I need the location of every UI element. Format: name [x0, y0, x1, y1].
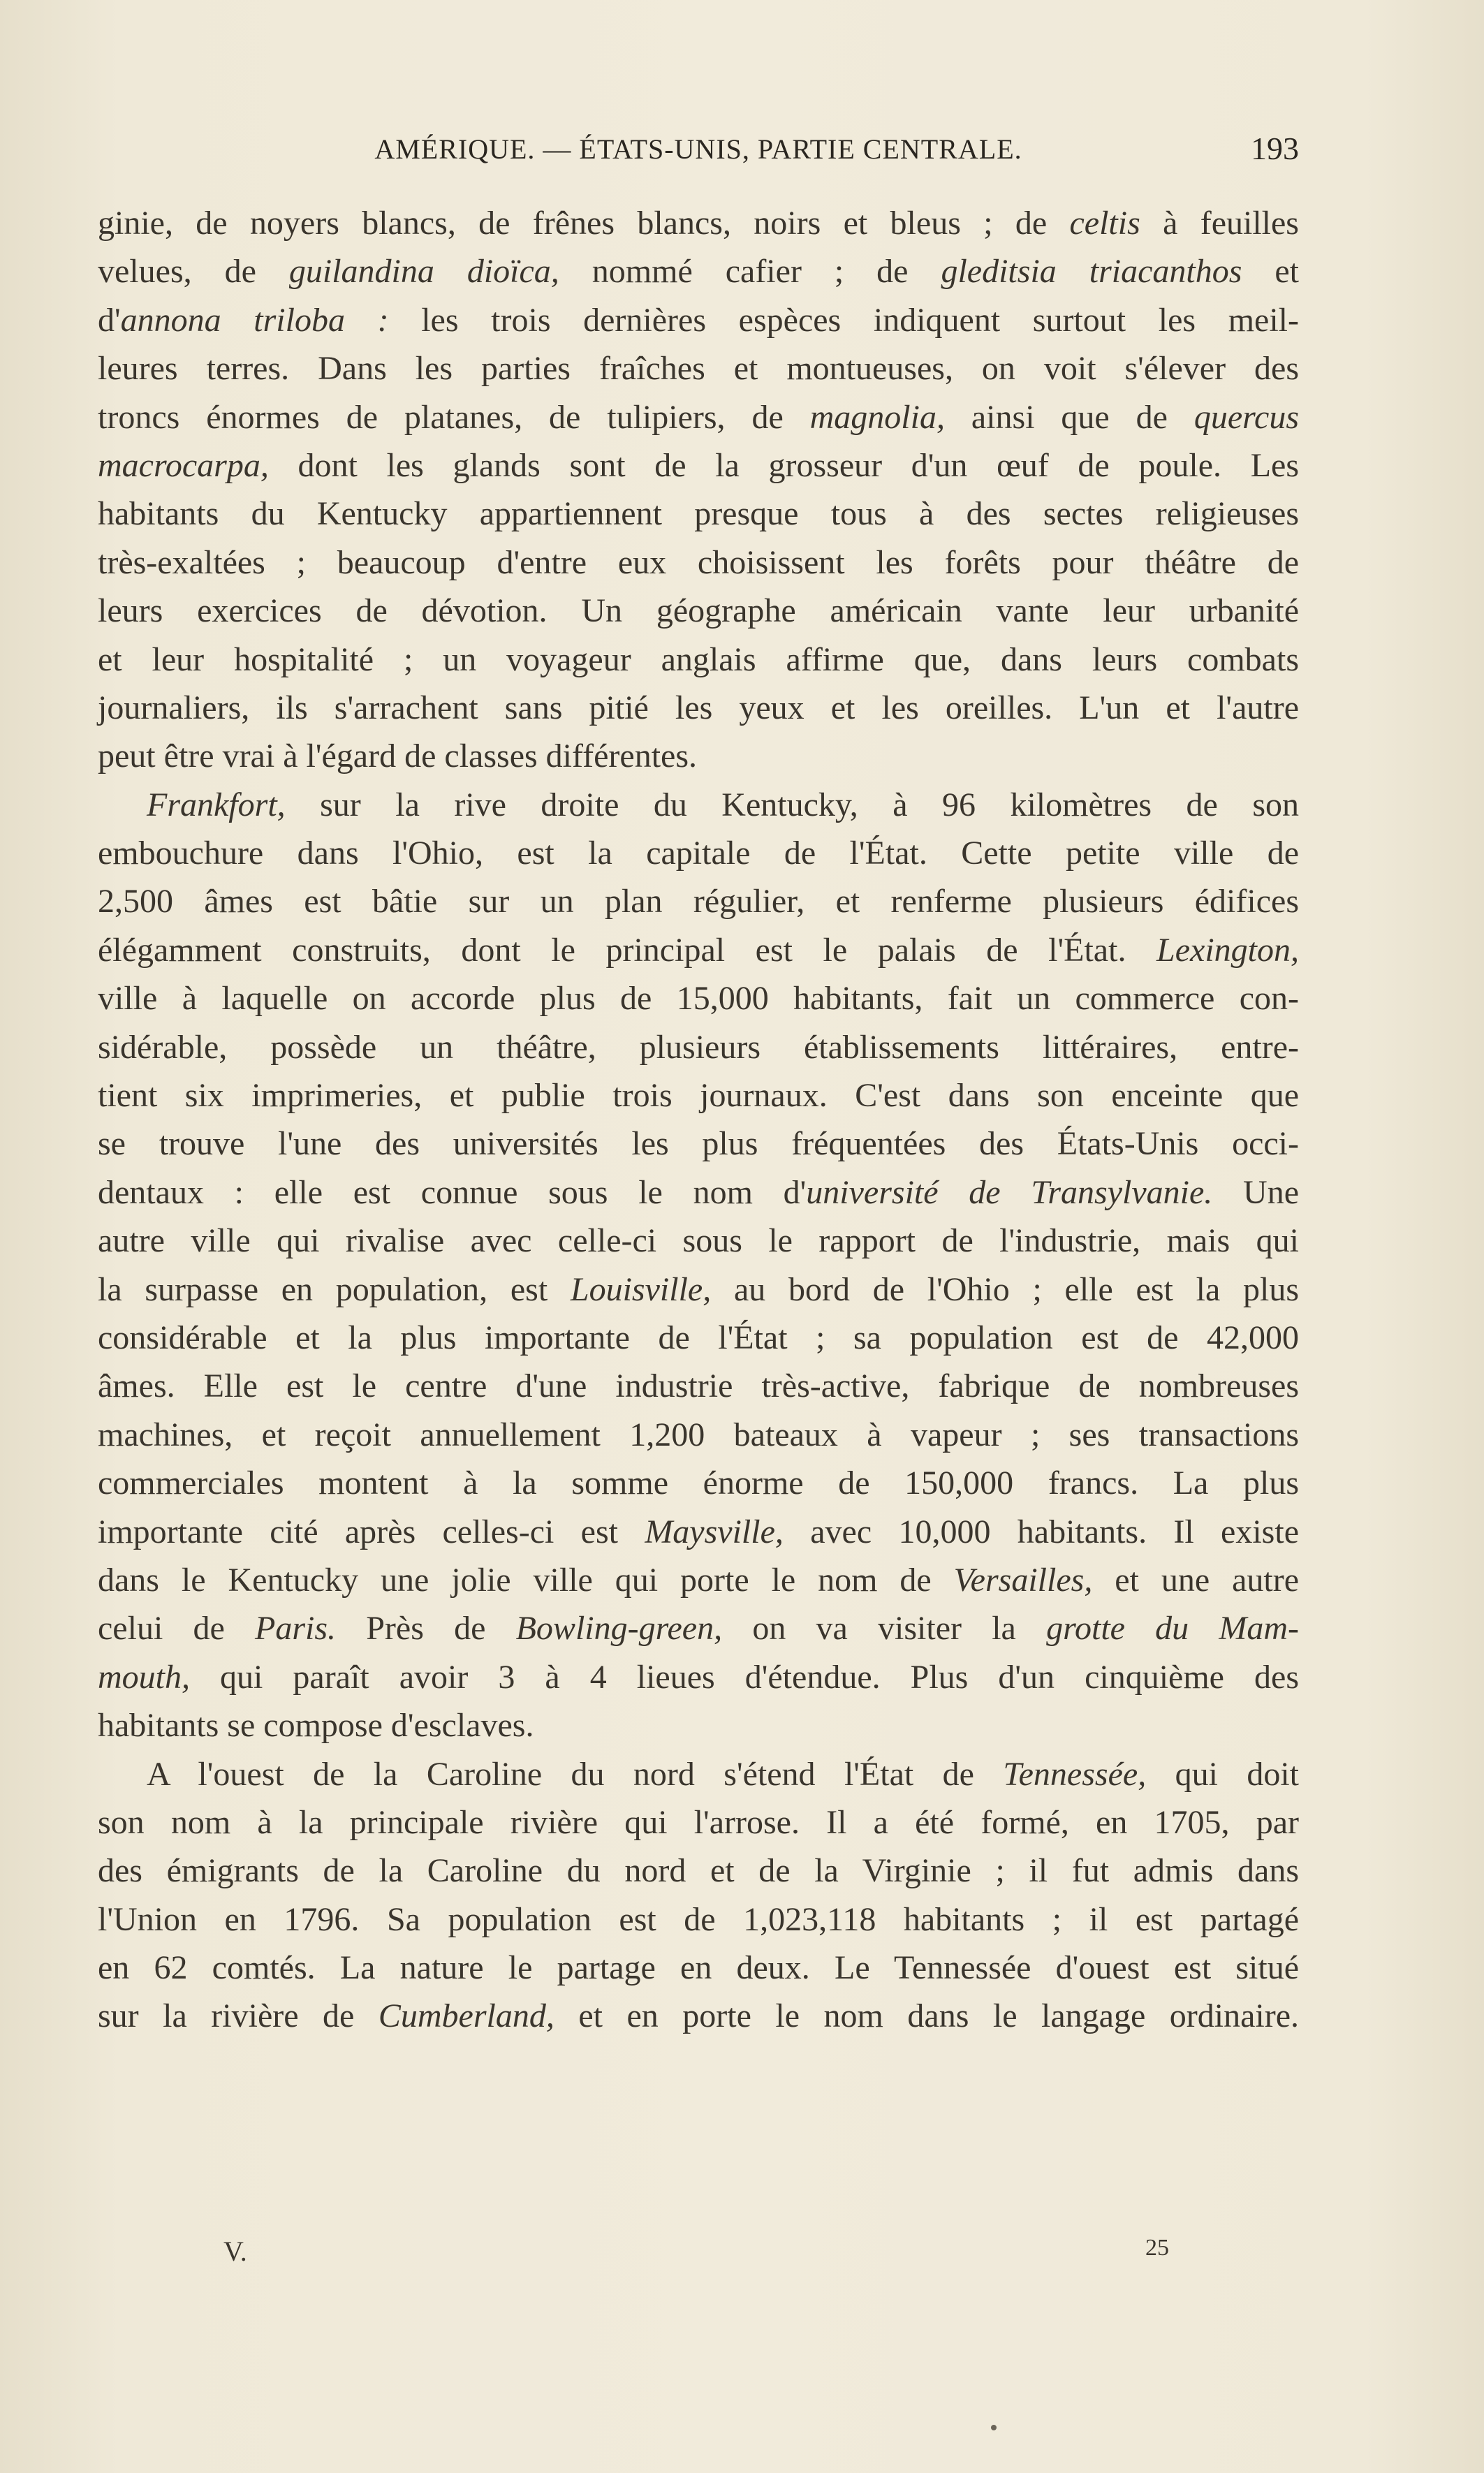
italic-term: annona triloba :: [120, 301, 389, 339]
text-line: [98, 490, 1299, 538]
italic-term: Cumberland,: [378, 1997, 554, 2035]
text-run: leurs exercices de dévotion. Un géographe américain vante leur urbanité: [98, 592, 1299, 630]
italic-term: quercus: [1193, 398, 1299, 436]
text-line: [98, 1798, 1299, 1847]
text-run: se trouve l'une des universités les plus fréquentées des États-Unis occi-: [98, 1125, 1299, 1163]
italic-term: gleditsia triacanthos: [941, 253, 1242, 291]
italic-term: Louisville,: [570, 1270, 712, 1308]
text-run: 2,500 âmes est bâtie sur un plan régulier, et renferme plusieurs édifices: [98, 883, 1299, 920]
text-run: A l'ouest de la Caroline du nord s'étend l'État de: [147, 1755, 1004, 1793]
text-run: la surpasse en population, est: [98, 1270, 571, 1308]
text-run: dentaux : elle est connue sous le nom d': [98, 1173, 807, 1211]
text-run: machines, et reçoit annuellement 1,200 bateaux à vapeur ; ses transactions: [98, 1416, 1299, 1453]
italic-term: Maysville,: [645, 1513, 784, 1550]
signature-mark: V.: [223, 2236, 247, 2267]
text-run: sidérable, possède un théâtre, plusieurs établissements littéraires, entre-: [98, 1028, 1299, 1066]
text-line: [98, 1217, 1299, 1265]
text-run: en 62 comtés. La nature le partage en deux. Le Tennessée d'ouest est situé: [98, 1949, 1299, 1987]
italic-term: mouth,: [98, 1658, 190, 1696]
text-run: habitants du Kentucky appartiennent presque tous à des sectes religieuses: [98, 495, 1299, 533]
page-number: 193: [1251, 131, 1299, 166]
text-line: [98, 1847, 1299, 1895]
text-line: [98, 344, 1299, 392]
text-line: [98, 1701, 1299, 1749]
text-run: ville à laquelle on accorde plus de 15,000 habitants, fait un commerce con-: [98, 980, 1299, 1018]
text-run: avec 10,000 habitants. Il existe: [783, 1513, 1299, 1550]
text-run: et une autre: [1092, 1561, 1300, 1599]
text-line: [98, 1314, 1299, 1362]
text-run: dans le Kentucky une jolie ville qui porte le nom de: [98, 1561, 954, 1599]
text-line: [98, 247, 1299, 295]
text-line: [98, 1944, 1299, 1992]
text-run: habitants se compose d'esclaves.: [98, 1707, 534, 1745]
text-line: [98, 1556, 1299, 1604]
text-run: on va visiter la: [722, 1610, 1047, 1648]
text-run: qui paraît avoir 3 à 4 lieues d'étendue. Plus d'un cinquième des: [190, 1658, 1299, 1696]
text-line: [98, 1895, 1299, 1944]
text-line: [98, 829, 1299, 877]
text-run: l'Union en 1796. Sa population est de 1,023,118 habitants ; il est partagé: [98, 1900, 1299, 1938]
italic-term: magnolia,: [809, 398, 945, 436]
running-head: AMÉRIQUE. — ÉTATS-UNIS, PARTIE CENTRALE.: [374, 133, 1022, 165]
body-text: [98, 199, 1299, 2041]
text-line: [98, 636, 1299, 684]
text-run: Une: [1212, 1173, 1300, 1211]
text-line: [98, 1750, 1299, 1798]
text-run: qui doit: [1146, 1755, 1299, 1793]
text-run: ainsi que de: [944, 398, 1194, 436]
text-line: [98, 781, 1299, 829]
text-run: très-exaltées ; beaucoup d'entre eux choisissent les forêts pour théâtre de: [98, 543, 1299, 581]
text-run: autre ville qui rivalise avec celle-ci sous le rapport de l'industrie, mais qui: [98, 1222, 1299, 1260]
text-line: [98, 1071, 1299, 1120]
text-run: ginie, de noyers blancs, de frênes blancs, noirs et bleus ; de: [98, 205, 1070, 242]
text-run: son nom à la principale rivière qui l'arrose. Il a été formé, en 1705, par: [98, 1803, 1299, 1841]
text-line: [98, 974, 1299, 1022]
italic-term: Frankfort,: [147, 786, 286, 823]
italic-term: macrocarpa,: [98, 446, 269, 484]
text-run: et en porte le nom dans le langage ordinaire.: [554, 1997, 1300, 2035]
text-line: [98, 538, 1299, 587]
text-run: élégamment construits, dont le principal est le palais de l'État.: [98, 931, 1157, 969]
text-run: sur la rive droite du Kentucky, à 96 kilomètres de son: [285, 786, 1299, 823]
text-line: [98, 1508, 1299, 1556]
text-run: embouchure dans l'Ohio, est la capitale de l'État. Cette petite ville de: [98, 835, 1299, 872]
text-line: [98, 1120, 1299, 1168]
text-line: [98, 1023, 1299, 1071]
text-line: [98, 926, 1299, 974]
text-run: nommé cafier ; de: [559, 253, 941, 291]
text-run: journaliers, ils s'arrachent sans pitié les yeux et les oreilles. L'un et l'autre: [98, 689, 1299, 726]
text-line: [98, 1168, 1299, 1217]
text-line: [98, 1604, 1299, 1652]
text-line: [98, 199, 1299, 247]
text-line: [98, 1411, 1299, 1459]
text-run: commerciales montent à la somme énorme de 150,000 francs. La plus: [98, 1465, 1299, 1502]
text-run: sur la rivière de: [98, 1997, 379, 2035]
italic-term: Versailles,: [953, 1561, 1093, 1599]
text-run: considérable et la plus importante de l'État ; sa population est de 42,000: [98, 1319, 1299, 1356]
text-run: leures terres. Dans les parties fraîches et montueuses, on voit s'élever des: [98, 350, 1299, 388]
text-run: des émigrants de la Caroline du nord et de la Virginie ; il fut admis dans: [98, 1852, 1299, 1890]
text-line: [98, 441, 1299, 490]
sheet-number: 25: [1145, 2235, 1169, 2261]
page-footer: [98, 2235, 1299, 2277]
text-run: à feuilles: [1140, 205, 1299, 242]
italic-term: université de Transylvanie.: [806, 1173, 1213, 1211]
text-line: [98, 393, 1299, 441]
text-run: importante cité après celles-ci est: [98, 1513, 645, 1550]
text-run: dont les glands sont de la grosseur d'un œuf de poule. Les: [268, 446, 1299, 484]
italic-term: guilandina dioïca,: [288, 253, 559, 291]
page-header: [98, 133, 1299, 175]
text-line: [98, 877, 1299, 925]
text-run: les trois dernières espèces indiquent surtout les meil-: [388, 301, 1300, 339]
text-line: [98, 1653, 1299, 1701]
text-run: peut être vrai à l'égard de classes différentes.: [98, 738, 698, 775]
text-run: troncs énormes de platanes, de tulipiers, de: [98, 398, 810, 436]
italic-term: celtis: [1069, 205, 1140, 242]
text-line: [98, 1362, 1299, 1410]
text-run: celui de: [98, 1610, 255, 1648]
italic-term: Tennessée,: [1003, 1755, 1147, 1793]
text-line: [98, 296, 1299, 344]
text-line: [98, 1265, 1299, 1314]
italic-term: grotte du Mam-: [1046, 1610, 1299, 1648]
text-run: Près de: [336, 1610, 516, 1648]
text-line: [98, 587, 1299, 635]
text-run: âmes. Elle est le centre d'une industrie très-active, fabrique de nombreuses: [98, 1367, 1299, 1405]
text-line: [98, 732, 1299, 780]
italic-term: Paris.: [255, 1610, 337, 1648]
text-line: [98, 1992, 1299, 2040]
italic-term: Lexington,: [1156, 931, 1299, 969]
text-run: velues, de: [98, 253, 289, 291]
text-run: et: [1242, 253, 1300, 291]
text-run: d': [98, 301, 121, 339]
text-line: [98, 1459, 1299, 1507]
text-run: au bord de l'Ohio ; elle est la plus: [711, 1270, 1299, 1308]
text-run: et leur hospitalité ; un voyageur anglais affirme que, dans leurs combats: [98, 640, 1299, 678]
text-run: tient six imprimeries, et publie trois journaux. C'est dans son enceinte que: [98, 1077, 1299, 1115]
paper-speck: [991, 2425, 997, 2430]
italic-term: Bowling-green,: [515, 1610, 723, 1648]
text-line: [98, 684, 1299, 732]
